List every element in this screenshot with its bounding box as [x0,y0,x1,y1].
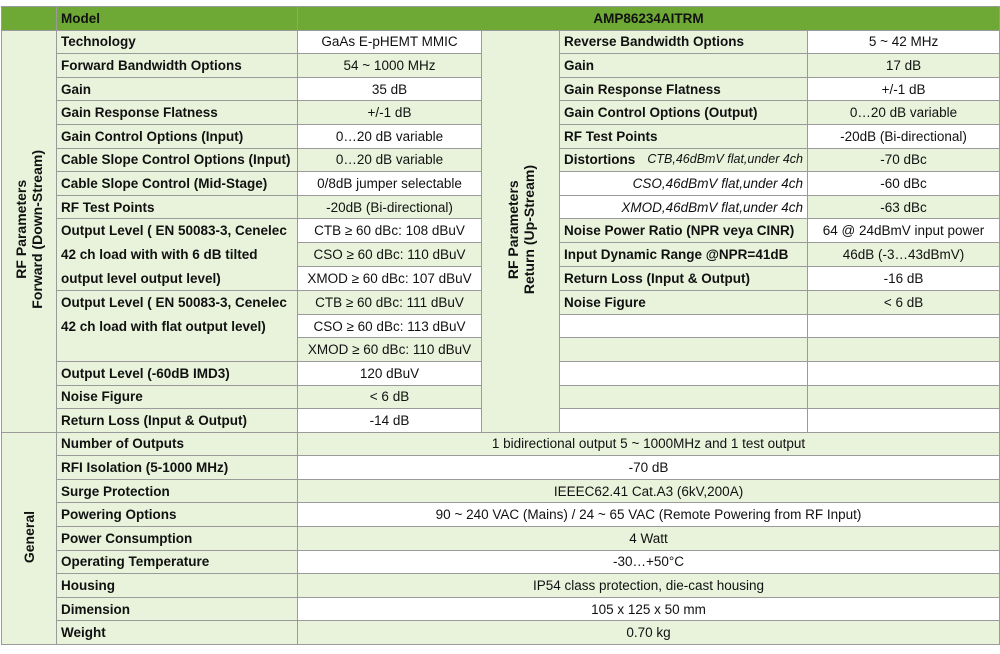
ret-flatness-label: Gain Response Flatness [560,77,808,101]
label-line: 42 ch load with with 6 dB tilted [61,246,258,262]
fwd-cable-slope-input-label: Cable Slope Control Options (Input) [57,148,298,172]
empty-cell [560,314,808,338]
header-row [2,7,1000,31]
gen-powering-label: Powering Options [57,503,298,527]
fwd-output-imd3-value: 120 dBuV [298,361,482,385]
gen-housing-value: IP54 class protection, die-cast housing [298,574,1000,598]
table-row [2,432,1000,456]
table-row [2,574,1000,598]
ret-npr-label: Noise Power Ratio (NPR veya CINR) [560,219,808,243]
empty-cell [808,361,1000,385]
fwd-gain-label: Gain [57,77,298,101]
ret-flatness-value: +/-1 dB [808,77,1000,101]
table-row [2,527,1000,551]
gen-weight-value: 0.70 kg [298,621,1000,645]
section-return-label: RF Parameters Return (Up-Stream) [504,165,537,295]
fwd-technology-value: GaAs E-pHEMT MMIC [298,30,482,54]
table-row [2,550,1000,574]
ret-distortions-row-1 [560,148,808,172]
section-general [2,432,57,644]
fwd-flatness-label: Gain Response Flatness [57,101,298,125]
fwd-gain-control-label: Gain Control Options (Input) [57,124,298,148]
gen-housing-label: Housing [57,574,298,598]
fwd-gain-control-value: 0…20 dB variable [298,124,482,148]
gen-surge-label: Surge Protection [57,479,298,503]
fwd-bandwidth-label: Forward Bandwidth Options [57,54,298,78]
ret-return-loss-label: Return Loss (Input & Output) [560,267,808,291]
empty-cell [560,338,808,362]
gen-temperature-label: Operating Temperature [57,550,298,574]
fwd-output-tilted-ctb: CTB ≥ 60 dBc: 108 dBuV [298,219,482,243]
fwd-cable-slope-input-value: 0…20 dB variable [298,148,482,172]
empty-cell [808,409,1000,433]
section-forward-label: RF Parameters Forward (Down-Stream) [13,150,45,309]
ret-test-points-value: -20dB (Bi-directional) [808,124,1000,148]
spec-table [1,6,1000,645]
table-row [2,456,1000,480]
label-line: Output Level ( EN 50083-3, Cenelec [61,223,287,239]
distortion-cond: XMOD,46dBmV flat,under 4ch [560,195,808,219]
gen-temperature-value: -30…+50°C [298,550,1000,574]
distortion-value: -60 dBc [808,172,1000,196]
fwd-test-points-label: RF Test Points [57,195,298,219]
gen-rfi-value: -70 dB [298,456,1000,480]
empty-cell [560,385,808,409]
fwd-output-tilted-cso: CSO ≥ 60 dBc: 110 dBuV [298,243,482,267]
fwd-output-imd3-label: Output Level (-60dB IMD3) [57,361,298,385]
ret-dynamic-range-value: 46dB (-3…43dBmV) [808,243,1000,267]
gen-rfi-label: RFI Isolation (5-1000 MHz) [57,456,298,480]
fwd-cable-slope-mid-label: Cable Slope Control (Mid-Stage) [57,172,298,196]
section-forward [2,30,57,432]
fwd-test-points-value: -20dB (Bi-directional) [298,195,482,219]
fwd-output-flat-ctb: CTB ≥ 60 dBc: 111 dBuV [298,291,482,315]
label-line: Output Level ( EN 50083-3, Cenelec [61,295,287,311]
fwd-technology-label: Technology [57,30,298,54]
table-row [2,597,1000,621]
table-row [2,621,1000,645]
ret-distortions-label: Distortions [564,151,636,167]
ret-gain-control-label: Gain Control Options (Output) [560,101,808,125]
ret-gain-label: Gain [560,54,808,78]
fwd-noise-figure-label: Noise Figure [57,385,298,409]
ret-return-loss-value: -16 dB [808,267,1000,291]
ret-noise-figure-label: Noise Figure [560,291,808,315]
fwd-output-flat-xmod: XMOD ≥ 60 dBc: 110 dBuV [298,338,482,362]
gen-dimension-label: Dimension [57,597,298,621]
label-line: 42 ch load with flat output level) [61,318,266,334]
fwd-output-tilted-label [57,219,298,291]
ret-test-points-label: RF Test Points [560,124,808,148]
gen-outputs-value: 1 bidirectional output 5 ~ 1000MHz and 1 test output [298,432,1000,456]
fwd-bandwidth-value: 54 ~ 1000 MHz [298,54,482,78]
gen-consumption-label: Power Consumption [57,527,298,551]
table-row [2,30,1000,54]
fwd-gain-value: 35 dB [298,77,482,101]
fwd-return-loss-label: Return Loss (Input & Output) [57,409,298,433]
distortion-cond: CSO,46dBmV flat,under 4ch [560,172,808,196]
empty-cell [808,385,1000,409]
empty-cell [560,409,808,433]
gen-surge-value: IEEEC62.41 Cat.A3 (6kV,200A) [298,479,1000,503]
fwd-output-flat-cso: CSO ≥ 60 dBc: 113 dBuV [298,314,482,338]
fwd-output-tilted-xmod: XMOD ≥ 60 dBc: 107 dBuV [298,267,482,291]
gen-weight-label: Weight [57,621,298,645]
gen-consumption-value: 4 Watt [298,527,1000,551]
gen-dimension-value: 105 x 125 x 50 mm [298,597,1000,621]
empty-cell [560,361,808,385]
table-row [2,503,1000,527]
table-row [2,479,1000,503]
fwd-noise-figure-value: < 6 dB [298,385,482,409]
empty-cell [808,314,1000,338]
header-blank [2,7,57,31]
model-label: Model [57,7,298,31]
ret-gain-value: 17 dB [808,54,1000,78]
distortion-cond: CTB,46dBmV flat,under 4ch [647,152,803,167]
empty-cell [808,338,1000,362]
label-line: output level output level) [61,270,221,286]
ret-npr-value: 64 @ 24dBmV input power [808,219,1000,243]
ret-bandwidth-value: 5 ~ 42 MHz [808,30,1000,54]
model-value: AMP86234AITRM [298,7,1000,31]
section-return [482,30,560,432]
fwd-flatness-value: +/-1 dB [298,101,482,125]
fwd-return-loss-value: -14 dB [298,409,482,433]
distortion-value: -70 dBc [808,148,1000,172]
distortion-value: -63 dBc [808,195,1000,219]
ret-dynamic-range-label: Input Dynamic Range @NPR=41dB [560,243,808,267]
ret-gain-control-value: 0…20 dB variable [808,101,1000,125]
gen-powering-value: 90 ~ 240 VAC (Mains) / 24 ~ 65 VAC (Remote Powering from RF Input) [298,503,1000,527]
gen-outputs-label: Number of Outputs [57,432,298,456]
fwd-output-flat-label [57,291,298,362]
ret-noise-figure-value: < 6 dB [808,291,1000,315]
section-general-label: General [21,510,37,563]
fwd-cable-slope-mid-value: 0/8dB jumper selectable [298,172,482,196]
ret-bandwidth-label: Reverse Bandwidth Options [560,30,808,54]
